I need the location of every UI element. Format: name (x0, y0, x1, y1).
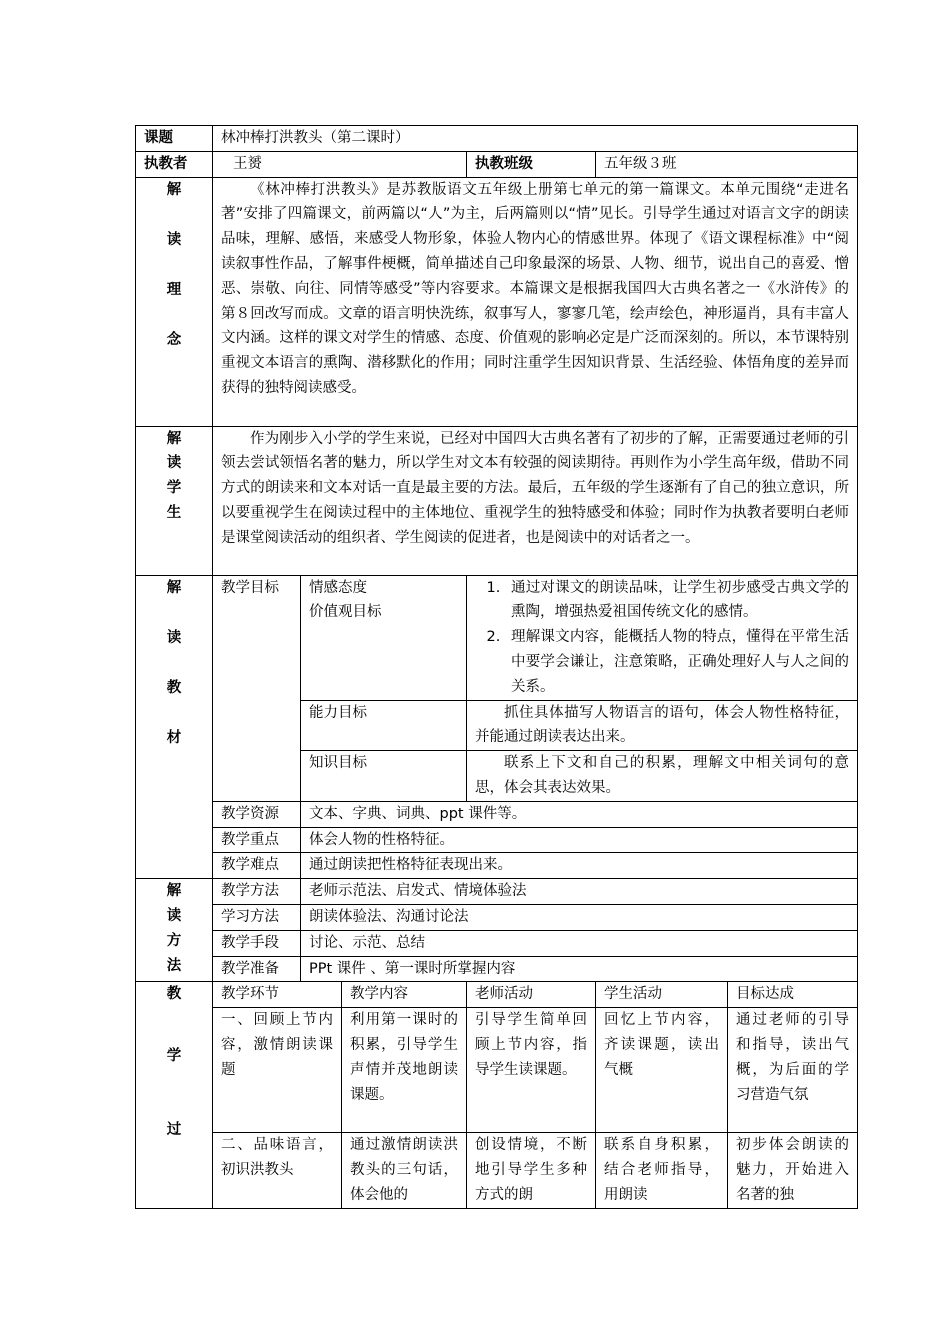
method-row (136, 956, 858, 982)
process-label-char: 学 (166, 1048, 182, 1065)
emotion-goal-row (136, 575, 858, 700)
reading-students-label-char: 生 (166, 504, 182, 521)
process-cell: 初步体会朗读的魅力，开始进入名著的独 (728, 1133, 858, 1208)
ability-goal-text: 抓住具体描写人物语言的语句，体会人物性格特征，并能通过朗读表达出来。 (467, 700, 858, 751)
process-label-char: 过 (166, 1122, 182, 1139)
method-value: PPt 课件 、第一课时所掌握内容 (301, 956, 858, 982)
process-cell: 通过激情朗读洪教头的三句话，体会他的 (342, 1133, 467, 1208)
teacher-label: 执教者 (136, 151, 213, 177)
process-header: 教学内容 (342, 982, 467, 1008)
reading-students-label-char: 解 (166, 430, 182, 447)
reading-concept-row (136, 177, 858, 426)
reading-concept-label-char: 读 (166, 231, 182, 248)
focus-label: 教学重点 (213, 827, 301, 853)
lesson-plan-table (135, 125, 858, 1209)
reading-concept-label-char: 念 (166, 331, 182, 348)
reading-concept-label-char: 理 (166, 281, 182, 298)
focus-value: 体会人物的性格特征。 (301, 827, 858, 853)
method-row (136, 930, 858, 956)
reading-concept-label (136, 177, 213, 426)
emotion-goal-item: 2. 理解课文内容，能概括人物的特点，懂得在平常生活中要学会谦让，注意策略，正确处理好人与人之间的关系。 (505, 625, 849, 699)
resources-value: 文本、字典、词典、ppt 课件等。 (301, 801, 858, 827)
focus-row (136, 827, 858, 853)
reading-students-label-char: 学 (166, 480, 182, 497)
emotion-goal-label-line: 情感态度 (309, 579, 367, 596)
class-value: 五年级３班 (596, 151, 858, 177)
process-cell: 回忆上节内容，齐读课题，读出气概 (596, 1008, 728, 1133)
teacher-value: 王赟 (213, 151, 467, 177)
reading-material-label-char: 解 (166, 579, 182, 596)
process-cell: 创设情境，不断地引导学生多种方式的朗 (467, 1133, 596, 1208)
process-label-char: 教 (166, 986, 182, 1003)
reading-concept-text: 《林冲棒打洪教头》是苏教版语文五年级上册第七单元的第一篇课文。本单元围绕“走进名著”安排了四篇课文，前两篇以“人”为主，后两篇则以“情”见长。引导学生通过对语言文字的朗读品味，理解、感悟，来感受人物形象，体验人物内心的情感世界。体现了《语文课程标准》中“阅读叙事性作品，了解事件梗概，简单描述自己印象最深的场景、人物、细节，说出自己的喜爱、憎恶、崇敬、向往、同情等感受”等内容要求。本篇课文是根据我国四大古典名著之一《水浒传》的第８回改写而成。文章的语言明快洗练，叙事写人，寥寥几笔，绘声绘色，神形逼肖，具有丰富人文内涵。这样的课文对学生的情感、态度、价值观的影响必定是广泛而深刻的。所以，本节课特别重视文本语言的熏陶、潜移默化的作用；同时注重学生因知识背景、生活经验、体悟角度的差异而获得的独特阅读感受。 (213, 177, 858, 426)
class-label: 执教班级 (467, 151, 596, 177)
process-cell: 联系自身积累，结合老师指导，用朗读 (596, 1133, 728, 1208)
difficulty-row (136, 853, 858, 879)
method-value: 老师示范法、启发式、情境体验法 (301, 879, 858, 905)
process-header: 教学环节 (213, 982, 342, 1008)
process-cell: 二、品味语言，初识洪教头 (213, 1133, 342, 1208)
process-cell: 引导学生简单回顾上节内容，指导学生读课题。 (467, 1008, 596, 1133)
resources-label: 教学资源 (213, 801, 301, 827)
reading-material-label-char: 读 (166, 629, 182, 646)
reading-concept-label-char: 解 (166, 181, 182, 198)
topic-value: 林冲棒打洪教头（第二课时） (213, 126, 858, 152)
emotion-goal-label (301, 575, 467, 700)
emotion-goal-label-line: 价值观目标 (309, 604, 382, 621)
topic-row (136, 126, 858, 152)
teaching-goals-label: 教学目标 (213, 575, 301, 801)
ability-goal-label: 能力目标 (301, 700, 467, 751)
reading-students-label-char: 读 (166, 455, 182, 472)
difficulty-label: 教学难点 (213, 853, 301, 879)
reading-students-text: 作为刚步入小学的学生来说，已经对中国四大古典名著有了初步的了解，正需要通过老师的引领去尝试领悟名著的魅力，所以学生对文本有较强的阅读期待。再则作为小学生高年级，借助不同方式的朗读来和文本对话一直是最主要的方法。最后，五年级的学生逐渐有了自己的独立意识，所以要重视学生在阅读过程中的主体地位、重视学生的独特感受和体验；同时作为执教者要明白老师是课堂阅读活动的组织者、学生阅读的促进者，也是阅读中的对话者之一。 (213, 426, 858, 575)
process-header: 目标达成 (728, 982, 858, 1008)
reading-methods-label-char: 法 (166, 957, 182, 974)
process-header: 老师活动 (467, 982, 596, 1008)
topic-label: 课题 (136, 126, 213, 152)
reading-students-label (136, 426, 213, 575)
process-row (136, 1008, 858, 1133)
reading-methods-label-char: 读 (166, 907, 182, 924)
method-row (136, 904, 858, 930)
emotion-goal-list-cell (467, 575, 858, 700)
process-cell: 利用第一课时的积累，引导学生声情并茂地朗读课题。 (342, 1008, 467, 1133)
reading-methods-label (136, 879, 213, 982)
method-value: 朗读体验法、沟通讨论法 (301, 904, 858, 930)
resources-row (136, 801, 858, 827)
process-cell: 通过老师的引导和指导，读出气概，为后面的学习营造气氛 (728, 1008, 858, 1133)
process-label (136, 982, 213, 1208)
teacher-row (136, 151, 858, 177)
method-label: 教学准备 (213, 956, 301, 982)
reading-methods-label-char: 解 (166, 883, 182, 900)
method-label: 学习方法 (213, 904, 301, 930)
reading-material-label-char: 教 (166, 679, 182, 696)
process-header: 学生活动 (596, 982, 728, 1008)
method-label: 教学手段 (213, 930, 301, 956)
method-label: 教学方法 (213, 879, 301, 905)
emotion-goal-item: 1. 通过对课文的朗读品味，让学生初步感受古典文学的熏陶，增强热爱祖国传统文化的感情。 (505, 576, 849, 626)
knowledge-goal-label: 知识目标 (301, 751, 467, 802)
knowledge-goal-text: 联系上下文和自己的积累，理解文中相关词句的意思，体会其表达效果。 (467, 751, 858, 802)
process-cell: 一、回顾上节内容，激情朗读课题 (213, 1008, 342, 1133)
reading-material-label (136, 575, 213, 879)
reading-methods-label-char: 方 (166, 932, 182, 949)
method-row (136, 879, 858, 905)
emotion-goal-list (475, 576, 849, 700)
reading-students-row (136, 426, 858, 575)
process-header-row (136, 982, 858, 1008)
process-row (136, 1133, 858, 1208)
lesson-plan-page (135, 125, 857, 1209)
method-value: 讨论、示范、总结 (301, 930, 858, 956)
reading-material-label-char: 材 (166, 729, 182, 746)
difficulty-value: 通过朗读把性格特征表现出来。 (301, 853, 858, 879)
